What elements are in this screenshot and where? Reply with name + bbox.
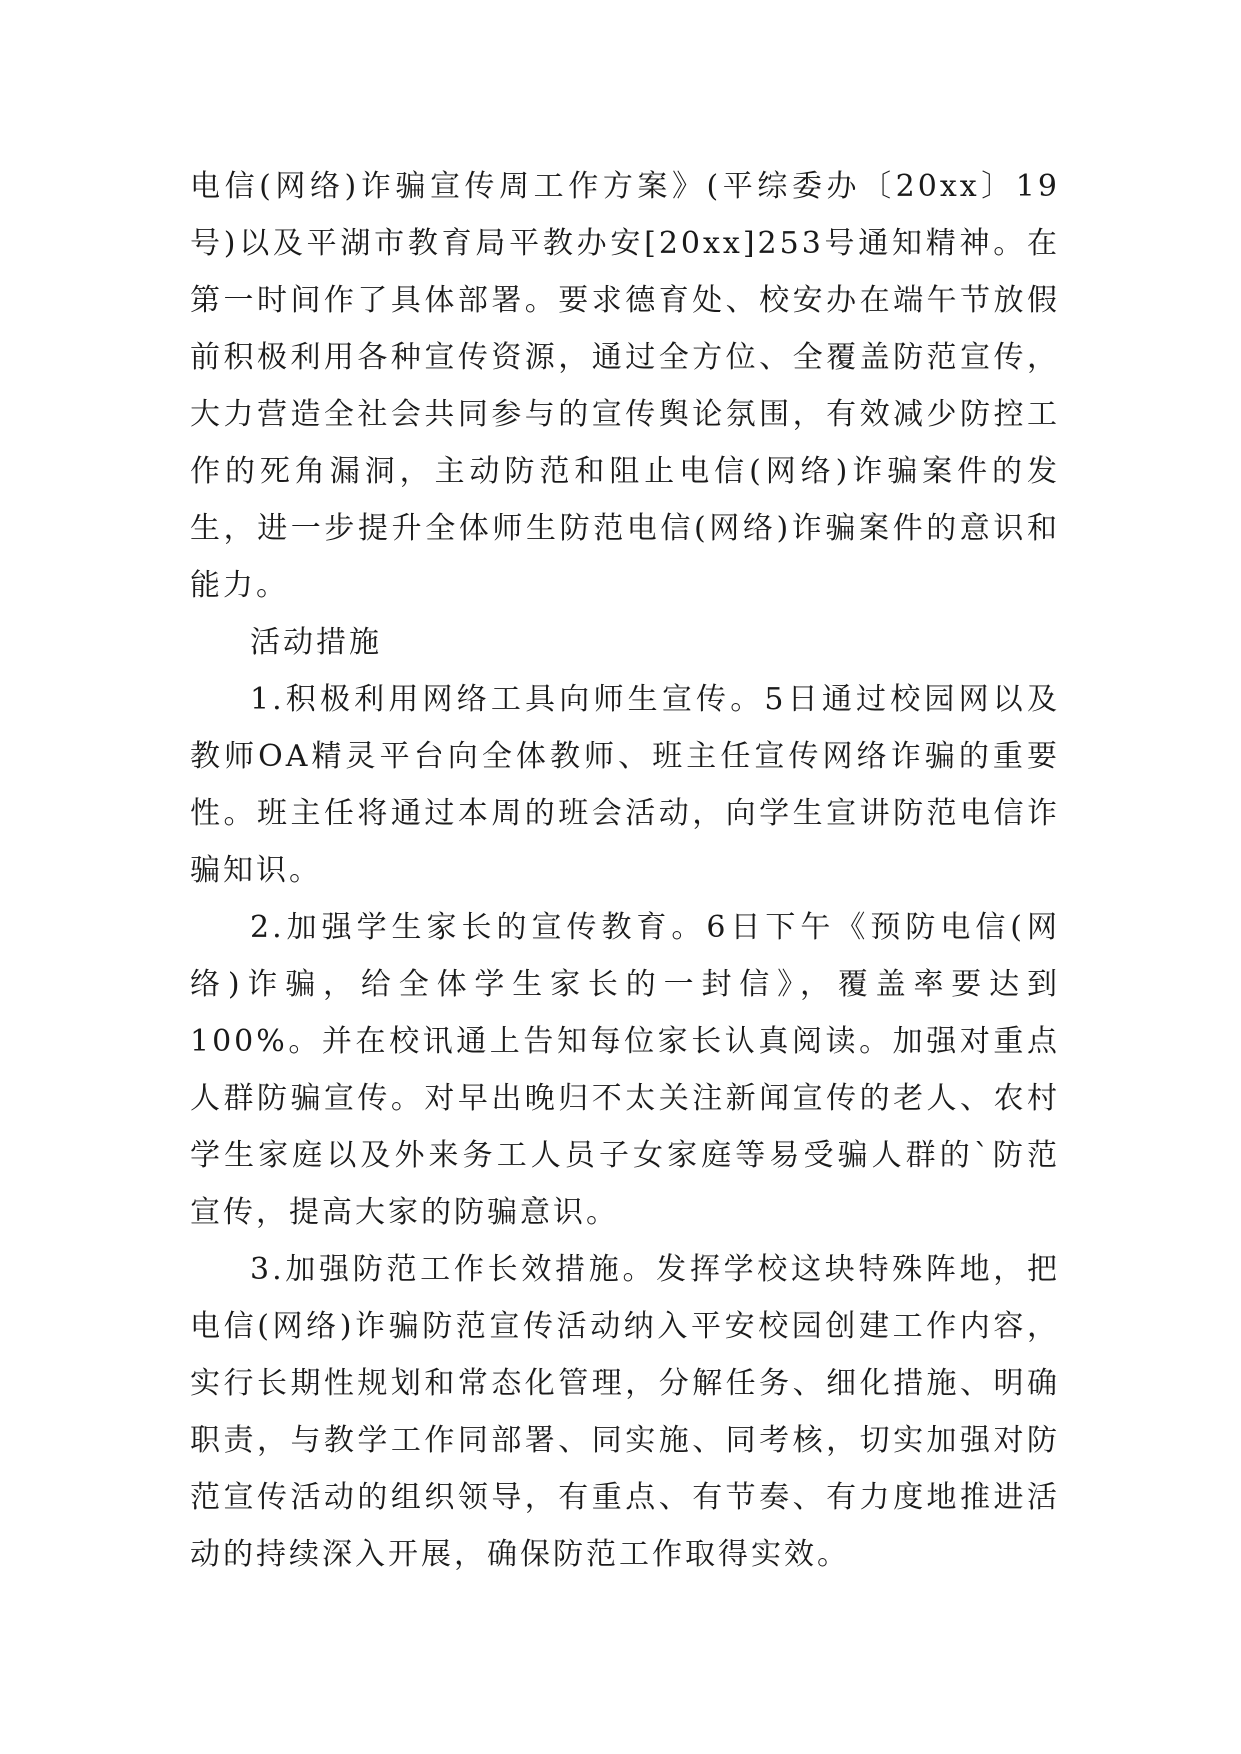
- section-heading: 活动措施: [250, 625, 382, 660]
- document-body: [190, 158, 1060, 1583]
- measure-item-2: 2.加强学生家长的宣传教育。6日下午《预防电信(网络)诈骗，给全体学生家长的一封信》，覆盖率要达到100%。并在校讯通上告知每位家长认真阅读。加强对重点人群防骗宣传。对早出晚归不太关注新闻宣传的老人、农村学生家庭以及外来务工人员子女家庭等易受骗人群的`防范宣传，提高大家的防骗意识。: [190, 910, 1060, 1230]
- intro-paragraph: 电信(网络)诈骗宣传周工作方案》(平综委办〔20xx〕19号)以及平湖市教育局平教办安[20xx]253号通知精神。在第一时间作了具体部署。要求德育处、校安办在端午节放假前积极利用各种宣传资源，通过全方位、全覆盖防范宣传，大力营造全社会共同参与的宣传舆论氛围，有效减少防控工作的死角漏洞，主动防范和阻止电信(网络)诈骗案件的发生，进一步提升全体师生防范电信(网络)诈骗案件的意识和能力。: [190, 169, 1060, 603]
- measure-item-3: 3.加强防范工作长效措施。发挥学校这块特殊阵地，把电信(网络)诈骗防范宣传活动纳入平安校园创建工作内容，实行长期性规划和常态化管理，分解任务、细化措施、明确职责，与教学工作同部署、同实施、同考核，切实加强对防范宣传活动的组织领导，有重点、有节奏、有力度地推进活动的持续深入开展，确保防范工作取得实效。: [190, 1252, 1060, 1572]
- measure-item-1: 1.积极利用网络工具向师生宣传。5日通过校园网以及教师OA精灵平台向全体教师、班主任宣传网络诈骗的重要性。班主任将通过本周的班会活动，向学生宣讲防范电信诈骗知识。: [190, 682, 1060, 888]
